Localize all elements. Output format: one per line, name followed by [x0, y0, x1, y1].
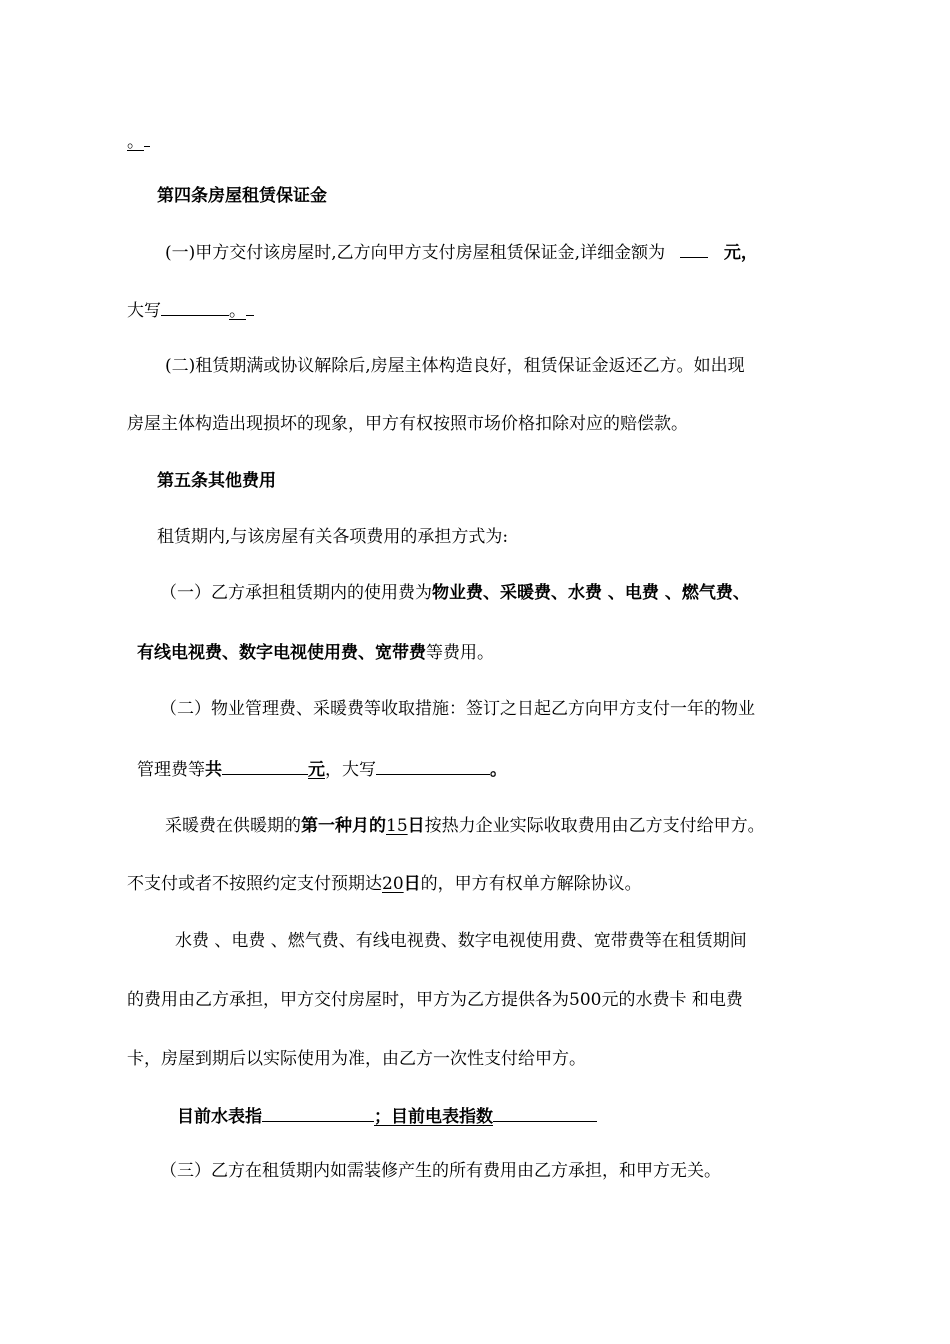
- text-span: 按热力企业实际收取费用由乙方支付给甲方。: [424, 816, 765, 836]
- text-line: [127, 299, 254, 322]
- period-mark: 。: [127, 132, 144, 152]
- text-line: 水费 、电费 、燃气费、有线电视费、数字电视使用费、宽带费等在租赁期间: [175, 931, 747, 951]
- text-span: ，大写: [325, 760, 376, 780]
- blank-line: [161, 299, 229, 316]
- text-span: 物业费、采暖费、水费 、电费 、燃气费、: [432, 583, 750, 603]
- text-line: 卡，房屋到期后以实际使用为准，由乙方一次性支付给甲方。: [127, 1049, 586, 1069]
- blank-line: [246, 299, 254, 316]
- text-line: 的费用由乙方承担，甲方交付房屋时，甲方为乙方提供各为500元的水费卡 和电费: [127, 990, 743, 1010]
- text-line: 房屋主体构造出现损坏的现象，甲方有权按照市场价格扣除对应的赔偿款。: [127, 414, 688, 434]
- section-heading-5: 第五条其他费用: [157, 471, 276, 491]
- text-span: 的，甲方有权单方解除协议。: [420, 874, 642, 894]
- text-span: 有线电视费、数字电视使用费、宽带费: [137, 643, 426, 663]
- text-span: 元，: [723, 243, 758, 263]
- blank-line: [222, 758, 308, 775]
- text-span: 采暖费在供暖期的: [165, 816, 301, 836]
- text-span: 等费用。: [426, 643, 494, 663]
- text-span: 15: [386, 816, 408, 836]
- text-span: 。: [490, 760, 507, 780]
- text-span: 日: [407, 816, 425, 836]
- text-line: [137, 758, 507, 781]
- text-line: [165, 241, 758, 264]
- blank-line: [144, 130, 150, 147]
- text-span: (一)甲方交付该房屋时,乙方向甲方支付房屋租赁保证金,详细金额为: [165, 243, 666, 263]
- blank-line: [262, 1105, 374, 1122]
- text-line: （二）物业管理费、采暖费等收取措施：签订之日起乙方向甲方支付一年的物业: [160, 699, 755, 719]
- text-span: 目前水表指: [177, 1107, 262, 1127]
- section-heading-4: 第四条房屋租赁保证金: [157, 186, 327, 206]
- text-line: [177, 1105, 597, 1128]
- text-span: 20: [382, 874, 404, 894]
- text-span: 不支付或者不按照约定支付预期达: [127, 874, 382, 894]
- text-line: [127, 873, 642, 895]
- text-line: [160, 582, 750, 604]
- text-span: 。: [229, 301, 246, 321]
- text-span: 共: [205, 760, 222, 780]
- text-line: 租赁期内,与该房屋有关各项费用的承担方式为:: [157, 527, 509, 547]
- text-line: （三）乙方在租赁期内如需装修产生的所有费用由乙方承担，和甲方无关。: [160, 1161, 721, 1181]
- text-line: [165, 815, 765, 837]
- text-line: [127, 130, 150, 153]
- text-line: (二)租赁期满或协议解除后,房屋主体构造良好，租赁保证金返还乙方。如出现: [165, 356, 745, 376]
- blank-line: [376, 758, 490, 775]
- blank-line: [680, 241, 708, 258]
- text-span: 日: [403, 874, 421, 894]
- text-span: 管理费等: [137, 760, 205, 780]
- text-span: 元: [308, 760, 325, 780]
- text-span: 大写: [127, 301, 161, 321]
- text-span: ；目前电表指数: [374, 1107, 493, 1127]
- blank-line: [493, 1105, 597, 1122]
- text-span: （一）乙方承担租赁期内的使用费为: [160, 583, 432, 603]
- text-line: [137, 642, 494, 664]
- text-span: 第一种月的: [301, 816, 386, 836]
